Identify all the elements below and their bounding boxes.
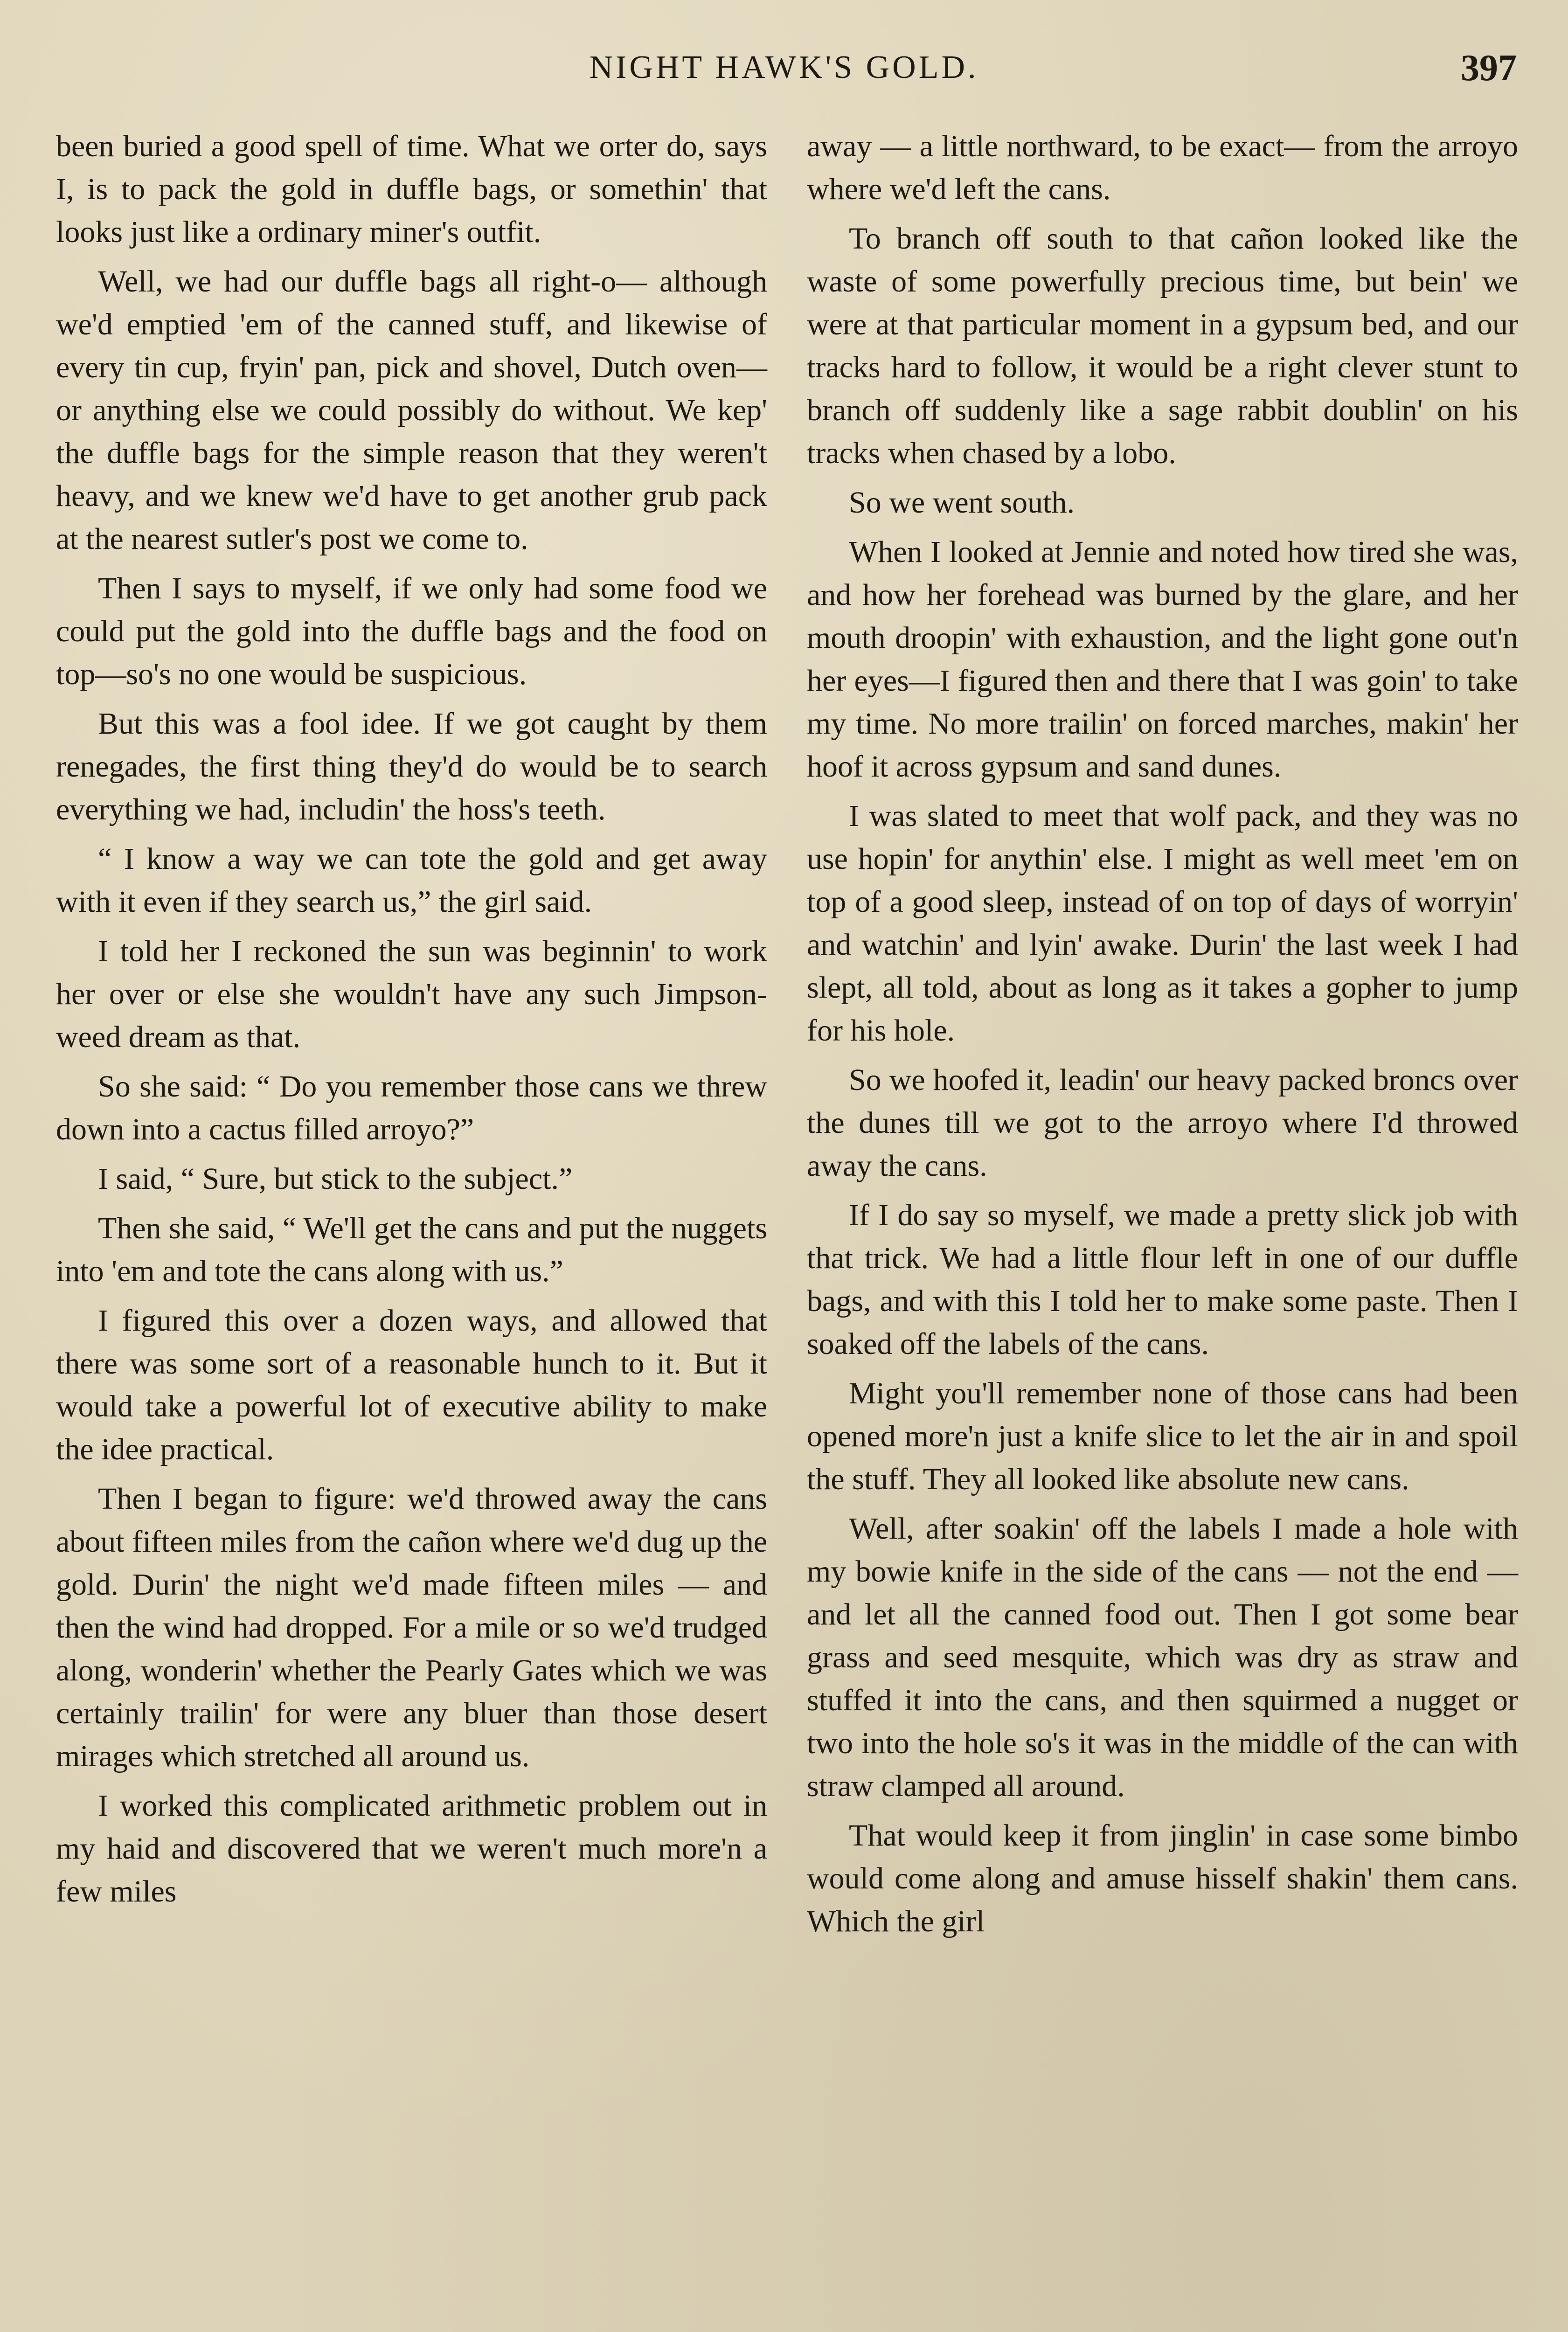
paragraph: I figured this over a dozen ways, and allowed that there was some sort of a reasonable hunch to it. But it would take a powerful lot of executive ability to make the idee practical.	[56, 1304, 767, 1466]
paragraph: Well, after soakin' off the labels I made a hole with my bowie knife in the side of the cans — not the end — and let all the canned food out. Then I got some bear grass and seed mesquite, which was dry as straw and stuffed it into the cans, and then squirmed a nugget or two into the hole so's it was in the middle of the can with straw clamped all around.	[807, 1512, 1518, 1803]
left-column	[56, 125, 767, 1913]
paragraph: I worked this complicated arithmetic problem out in my haid and discovered that we weren't much more'n a few miles	[56, 1789, 767, 1909]
paragraph: When I looked at Jennie and noted how tired she was, and how her forehead was burned by the glare, and her mouth droopin' with exhaustion, and the light gone out'n her eyes—I figured then and there that I was goin' to take my time. No more trailin' on forced marches, makin' her hoof it across gypsum and sand dunes.	[807, 535, 1518, 784]
paragraph: away — a little northward, to be exact— from the arroyo where we'd left the cans.	[807, 129, 1518, 206]
paragraph: So we hoofed it, leadin' our heavy packed broncs over the dunes till we got to the arroyo where I'd throwed away the cans.	[807, 1063, 1518, 1183]
paragraph: I said, “ Sure, but stick to the subject.”	[98, 1162, 573, 1196]
paragraph: Then she said, “ We'll get the cans and put the nuggets into 'em and tote the cans along with us.”	[56, 1211, 767, 1288]
running-header	[0, 49, 1568, 91]
paragraph: So she said: “ Do you remember those cans we threw down into a cactus filled arroyo?”	[56, 1069, 767, 1146]
running-title: NIGHT HAWK'S GOLD.	[589, 49, 979, 85]
paragraph: But this was a fool idee. If we got caught by them renegades, the first thing they'd do would be to search everything we had, includin' the hoss's teeth.	[56, 707, 767, 826]
paragraph: Well, we had our duffle bags all right-o— although we'd emptied 'em of the canned stuff, and likewise of every tin cup, fryin' pan, pick and shovel, Dutch oven—or anything else we could possibly do without. We kep' the duffle bags for the simple reason that they weren't heavy, and we knew we'd have to get another grub pack at the nearest sutler's post we come to.	[56, 264, 767, 556]
paragraph: “ I know a way we can tote the gold and get away with it even if they search us,” the girl said.	[56, 842, 767, 919]
paragraph: If I do say so myself, we made a pretty slick job with that trick. We had a little flour left in one of our duffle bags, and with this I told her to make some paste. Then I soaked off the labels of the cans.	[807, 1198, 1518, 1361]
paragraph: Then I says to myself, if we only had some food we could put the gold into the duffle bags and the food on top—so's no one would be suspicious.	[56, 571, 767, 691]
paragraph: So we went south.	[849, 486, 1075, 520]
paragraph: Then I began to figure: we'd throwed away the cans about fifteen miles from the cañon where we'd dug up the gold. Durin' the night we'd made fifteen miles — and then the wind had dropped. For a mile or so we'd trudged along, wonderin' whether the Pearly Gates which we was certainly trailin' for were any bluer than those desert mirages which stretched all around us.	[56, 1482, 767, 1773]
paragraph: I was slated to meet that wolf pack, and they was no use hopin' for anythin' else. I might as well meet 'em on top of a good sleep, instead of on top of days of worryin' and watchin' and lyin' awake. Durin' the last week I had slept, all told, about as long as it takes a gopher to jump for his hole.	[807, 799, 1518, 1048]
paragraph: Might you'll remember none of those cans had been opened more'n just a knife slice to let the air in and spoil the stuff. They all looked like absolute new cans.	[807, 1376, 1518, 1496]
paragraph: been buried a good spell of time. What we orter do, says I, is to pack the gold in duffle bags, or somethin' that looks just like a ordinary miner's outfit.	[56, 129, 767, 249]
paragraph: That would keep it from jinglin' in case some bimbo would come along and amuse hisself shakin' them cans. Which the girl	[807, 1818, 1518, 1938]
paragraph: I told her I reckoned the sun was beginnin' to work her over or else she wouldn't have any such Jimpson-weed dream as that.	[56, 934, 767, 1054]
page-number: 397	[1461, 48, 1517, 89]
right-column	[807, 125, 1518, 1943]
paragraph: To branch off south to that cañon looked like the waste of some powerfully precious time, but bein' we were at that particular moment in a gypsum bed, and our tracks hard to follow, it would be a right clever stunt to branch off suddenly like a sage rabbit doublin' on his tracks when chased by a lobo.	[807, 222, 1518, 470]
